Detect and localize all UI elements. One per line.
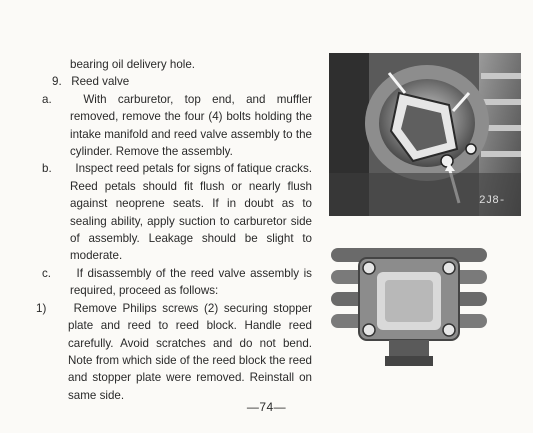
page-number: —74— <box>246 400 287 414</box>
substep-1-text: Remove Philips screws (2) securing stopper plate and reed to reed block. Handle reed carefully. Avoid scratches and do not bend. Note from which side of the reed block the reed and stopper plate were removed. Reinstall on same side. <box>68 301 312 402</box>
continuation-line: bearing oil delivery hole. <box>70 58 196 71</box>
reed-valve-assembly-photo <box>329 53 521 216</box>
stud-hole <box>363 324 375 336</box>
step-a-label: a. <box>42 92 52 106</box>
cylinder-intake-port-photo <box>329 240 489 370</box>
stud-hole <box>363 262 375 274</box>
step-c <box>42 265 312 300</box>
cylinder-intake-port-illustration <box>329 240 489 370</box>
section-number: 9. <box>52 75 62 89</box>
section-title: Reed valve <box>71 75 130 89</box>
part-number-marking: 2J8- <box>479 195 506 207</box>
substep-1-label: 1) <box>36 301 47 315</box>
step-c-label: c. <box>42 266 52 280</box>
step-a <box>42 91 312 161</box>
instruction-text-column <box>36 56 312 404</box>
step-b-text: Inspect reed petals for signs of fatique cracks. Reed petals should fit flush or nearly flush against neoprene seats. If in doubt as to sealing ability, apply suction to carburetor side of assembly. Leakage should be slight to moderate. <box>70 162 312 263</box>
substep-1 <box>36 300 312 404</box>
stud-hole <box>443 324 455 336</box>
mounting-bolt <box>466 144 476 154</box>
step-c-text: If disassembly of the reed valve assembly is required, proceed as follows: <box>70 266 312 298</box>
step-b-label: b. <box>42 162 52 176</box>
mounting-bolt <box>441 155 453 167</box>
stud-hole <box>443 262 455 274</box>
step-a-text: With carburetor, top end, and muffler removed, remove the four (4) bolts holding the intake manifold and reed valve assembly to the cylinder. Remove the assembly. <box>70 92 312 159</box>
reed-valve-assembly-illustration <box>329 53 521 216</box>
step-b <box>42 160 312 264</box>
section-heading <box>50 73 312 90</box>
